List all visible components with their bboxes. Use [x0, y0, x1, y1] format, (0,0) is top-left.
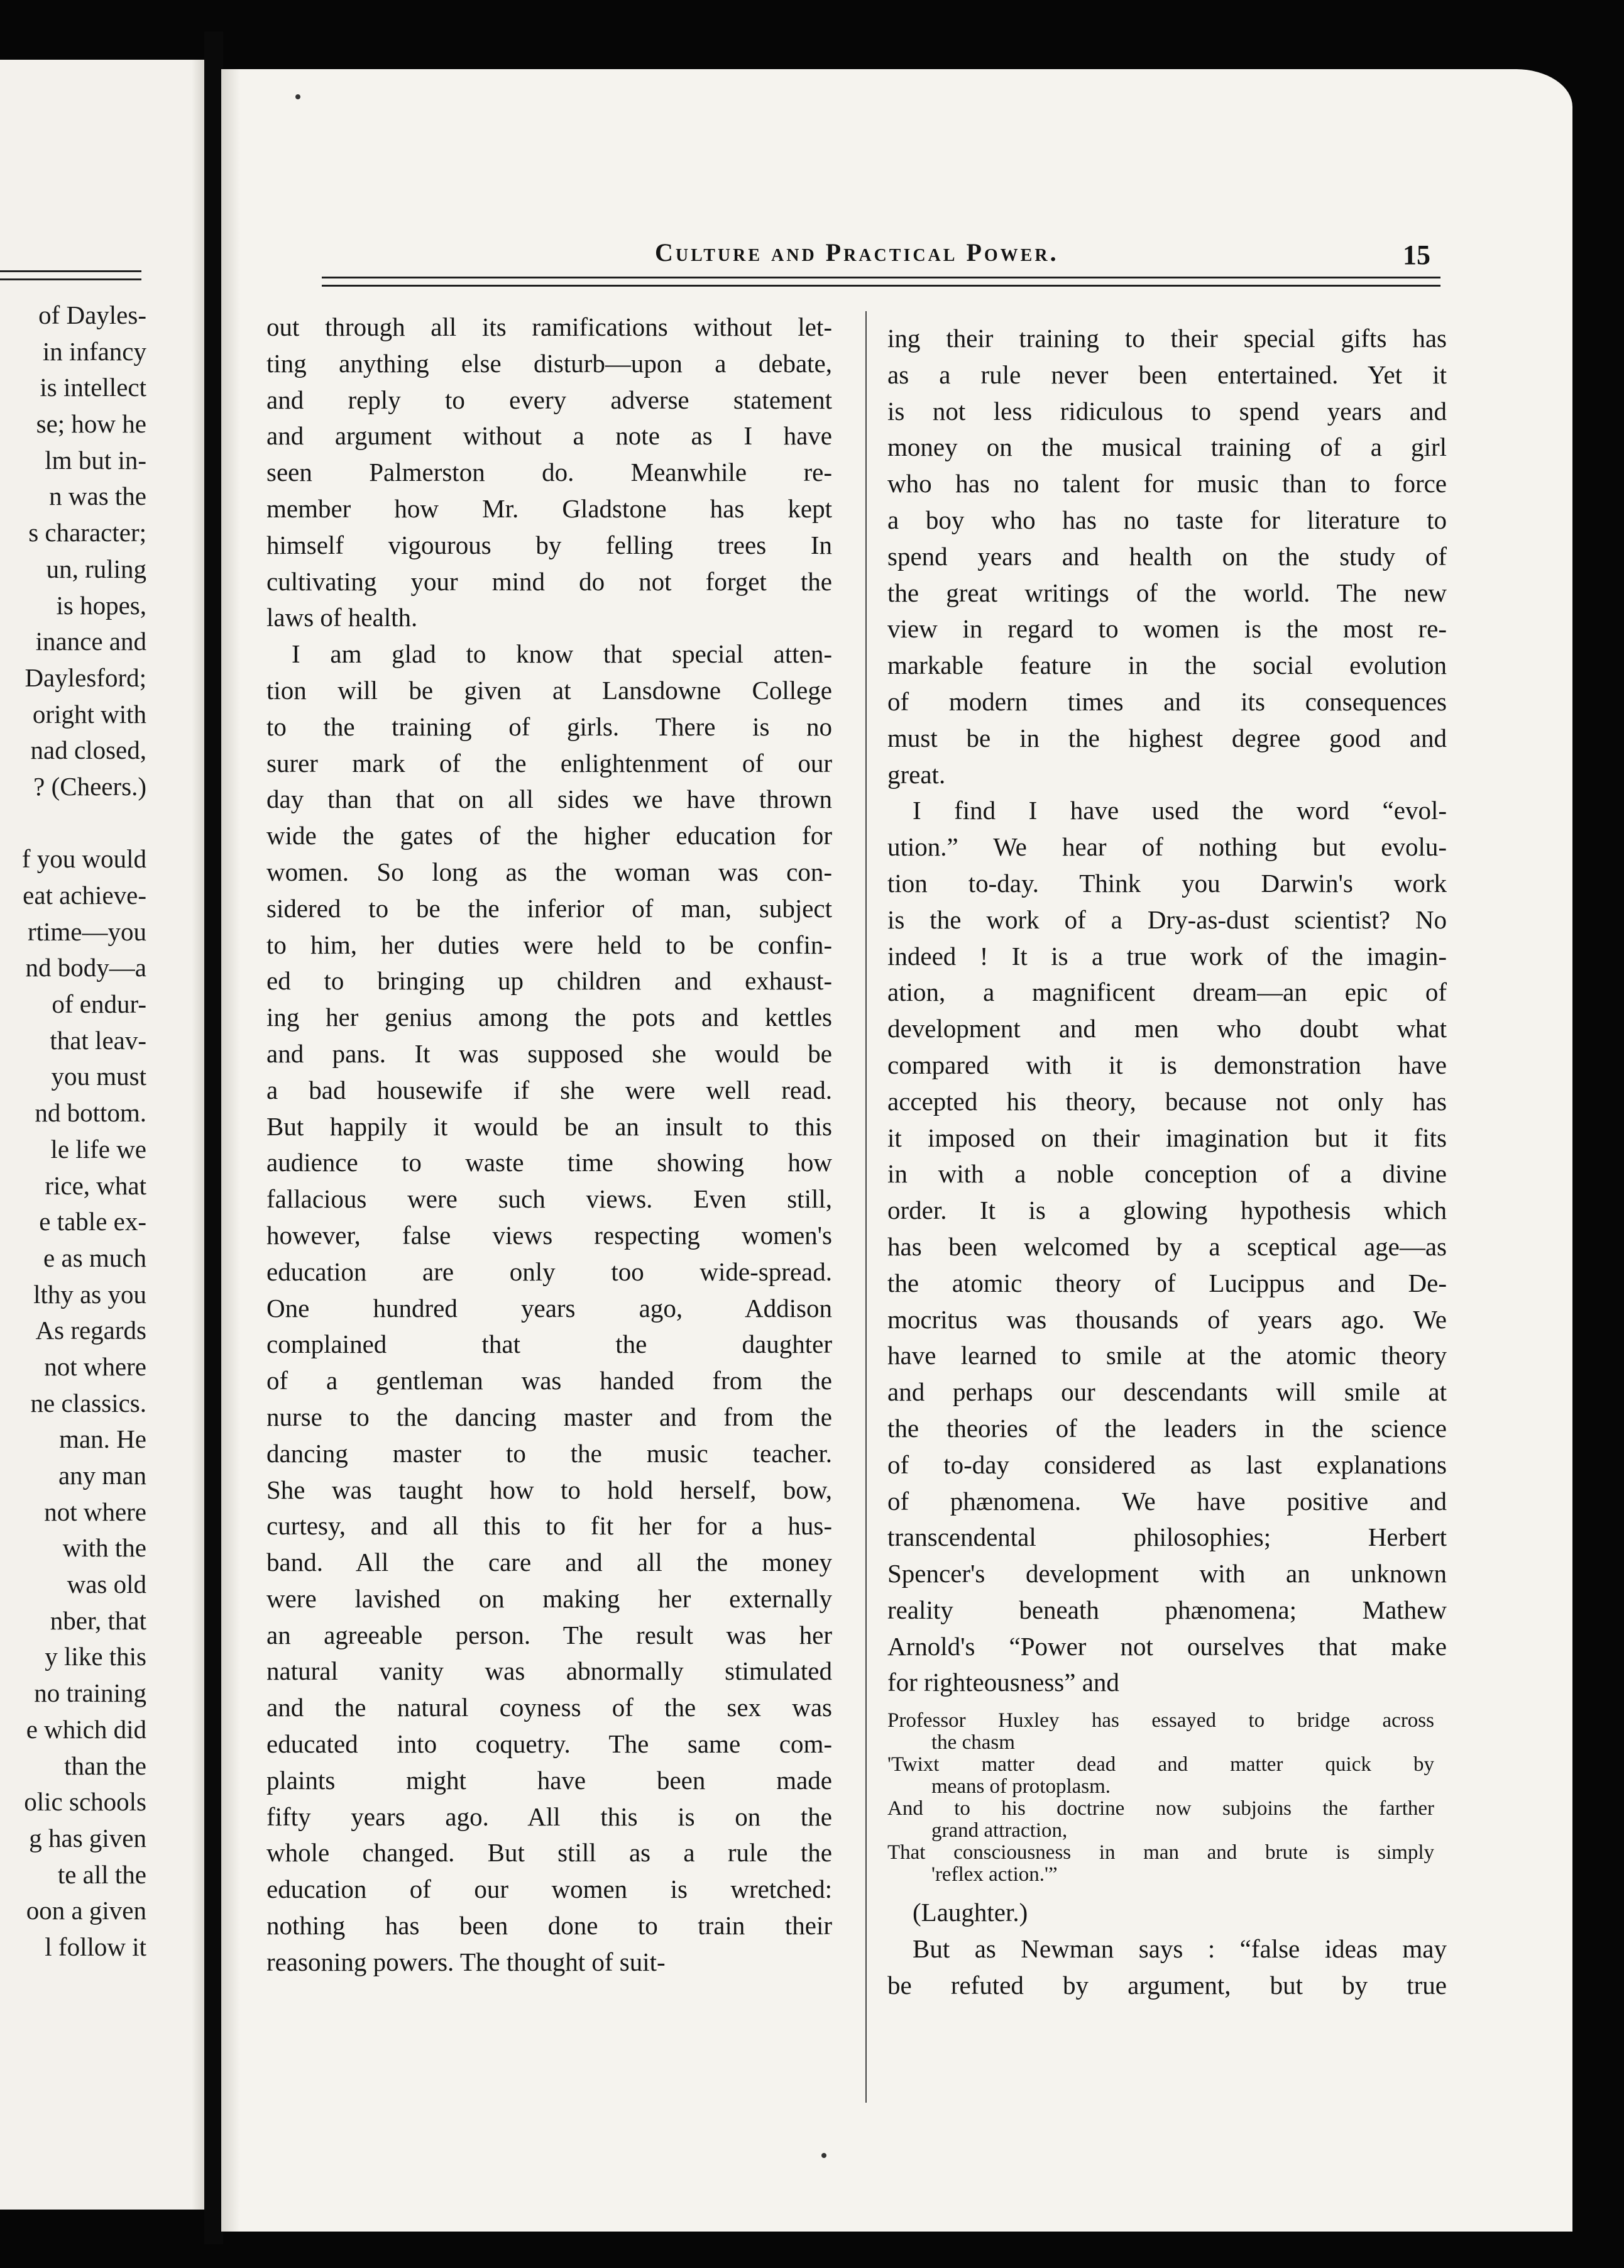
text-line: ne classics. [30, 1388, 146, 1418]
text-line: and argument without a note as I have [266, 421, 832, 451]
text-line: and perhaps our descendants will smile at [887, 1377, 1447, 1407]
text-line: and reply to every adverse statement [266, 385, 832, 414]
text-line: n was the [49, 482, 146, 511]
text-line: lthy as you [33, 1279, 146, 1309]
text-line: band. All the care and all the money [266, 1548, 832, 1577]
spacer [887, 1886, 1447, 1895]
text-line: of to-day considered as last explanations [887, 1450, 1447, 1479]
text-line: I am glad to know that special atten- [292, 639, 832, 669]
text-line: markable feature in the social evolution [887, 651, 1447, 680]
text-line: of a gentleman was handed from the [266, 1366, 832, 1395]
text-line: y like this [45, 1642, 146, 1671]
text-line: inance and [35, 627, 146, 656]
text-line: of endur- [52, 989, 146, 1019]
text-column-left [266, 309, 832, 1981]
text-line: no training [34, 1678, 146, 1708]
text-line: Spencer's development with an unknown [887, 1559, 1447, 1588]
text-line: than the [64, 1751, 146, 1780]
text-line: reasoning powers. The thought of suit- [266, 1947, 666, 1976]
print-speck [821, 2153, 826, 2158]
text-line: day than that on all sides we have thrown [266, 784, 832, 814]
text-column-right [887, 321, 1447, 2004]
text-line: the theories of the leaders in the science [887, 1413, 1447, 1443]
text-line: whole changed. But still as a rule the [266, 1838, 832, 1868]
text-line: tion to-day. Think you Darwin's work [887, 868, 1447, 898]
text-line: spend years and health on the study of [887, 541, 1447, 571]
text-line: educated into coquetry. The same com- [266, 1729, 832, 1759]
text-line: natural vanity was abnormally stimulated [266, 1656, 832, 1686]
text-line: member how Mr. Gladstone has kept [266, 493, 832, 523]
text-line: nothing has been done to train their [266, 1911, 832, 1940]
text-line: transcendental philosophies; Herbert [887, 1522, 1447, 1552]
text-line: with the [62, 1533, 146, 1563]
verse-line: the chasm [931, 1731, 1015, 1754]
text-line: is the work of a Dry-as-dust scientist? No [887, 905, 1447, 934]
page-gap [204, 31, 223, 2244]
text-line: fallacious were such views. Even still, [266, 1184, 832, 1214]
page-number: 15 [1403, 239, 1430, 270]
text-line: e as much [43, 1243, 146, 1272]
header-rule [322, 277, 1440, 278]
text-line: accepted his theory, because not only has [887, 1086, 1447, 1116]
text-line: complained that the daughter [266, 1329, 832, 1359]
text-line: women. So long as the woman was con- [266, 857, 832, 886]
text-line: indeed ! It is a true work of the imagin- [887, 941, 1447, 971]
text-line: in infancy [42, 336, 146, 366]
text-line: But as Newman says : “false ideas may [913, 1934, 1447, 1964]
text-line: the atomic theory of Lucippus and De- [887, 1268, 1447, 1297]
text-line: olic schools [24, 1787, 146, 1817]
text-line: a boy who has no taste for literature to [887, 505, 1447, 534]
text-line: education of our women is wretched: [266, 1874, 832, 1904]
text-line: oon a given [26, 1896, 146, 1925]
text-line: f you would [21, 844, 146, 874]
text-line: the great writings of the world. The new [887, 578, 1447, 607]
text-line: lm but in- [45, 445, 146, 475]
text-line: nber, that [50, 1605, 146, 1635]
text-line: One hundred years ago, Addison [266, 1293, 832, 1323]
text-line: I find I have used the word “evol- [913, 796, 1447, 825]
text-line: order. It is a glowing hypothesis which [887, 1196, 1447, 1225]
text-line: a bad housewife if she were well read. [266, 1075, 832, 1104]
text-line: reality beneath phænomena; Mathew [887, 1595, 1447, 1624]
text-line: curtesy, and all this to fit her for a hus- [266, 1511, 832, 1541]
text-line: great. [887, 759, 946, 789]
verse-line: grand attraction, [931, 1819, 1068, 1842]
text-line: She was taught how to hold herself, bow, [266, 1475, 832, 1504]
text-line: of Dayles- [38, 300, 146, 329]
text-line: g has given [29, 1823, 146, 1852]
text-line: ? (Cheers.) [33, 771, 146, 801]
text-line: an agreeable person. The result was her [266, 1620, 832, 1649]
text-line: was old [67, 1570, 146, 1599]
text-line: ed to bringing up children and exhaust- [266, 966, 832, 996]
verse-line: That consciousness in man and brute is simply [887, 1841, 1434, 1864]
page-gutter-shadow [221, 69, 240, 2232]
text-line: s character; [28, 518, 146, 548]
text-line: laws of health. [266, 603, 418, 632]
text-line: of phænomena. We have positive and [887, 1486, 1447, 1516]
verse-line: Professor Huxley has essayed to bridge across [887, 1709, 1434, 1732]
text-line: any man [58, 1461, 146, 1490]
text-line: have learned to smile at the atomic theory [887, 1341, 1447, 1370]
text-line: not where [44, 1351, 146, 1381]
text-line: nad closed, [30, 735, 146, 765]
text-line: is intellect [40, 373, 146, 402]
text-line: e table ex- [39, 1207, 146, 1236]
text-line: to the training of girls. There is no [266, 712, 832, 741]
text-line: must be in the highest degree good and [887, 723, 1447, 752]
text-line: sidered to be the inferior of man, subject [266, 893, 832, 923]
text-line: fifty years ago. All this is on the [266, 1802, 832, 1831]
text-line: in with a noble conception of a divine [887, 1159, 1447, 1189]
current-page [221, 69, 1572, 2232]
text-line: rice, what [45, 1170, 146, 1200]
text-line: it imposed on their imagination but it fits [887, 1123, 1447, 1152]
text-line: out through all its ramifications without let- [266, 312, 832, 341]
text-line: tion will be given at Lansdowne College [266, 675, 832, 705]
text-line: mocritus was thousands of years ago. We [887, 1304, 1447, 1334]
text-line: nurse to the dancing master and from the [266, 1402, 832, 1431]
text-line: to him, her duties were held to be confin- [266, 930, 832, 959]
text-line: has been welcomed by a sceptical age—as [887, 1231, 1447, 1261]
text-line: oright with [32, 699, 146, 729]
text-line: le life we [50, 1134, 146, 1164]
print-speck [295, 94, 300, 99]
text-line: seen Palmerston do. Meanwhile re- [266, 458, 832, 487]
text-line: and the natural coyness of the sex was [266, 1693, 832, 1722]
text-line: rtime—you [27, 917, 146, 946]
verse-line: means of protoplasm. [931, 1775, 1111, 1798]
text-line: un, ruling [46, 554, 146, 583]
text-line: audience to waste time showing how [266, 1148, 832, 1177]
text-line: money on the musical training of a girl [887, 432, 1447, 462]
text-line: as a rule never been entertained. Yet it [887, 360, 1447, 389]
text-line: himself vigourous by felling trees In [266, 530, 832, 559]
text-line: nd body—a [25, 953, 146, 983]
text-line: eat achieve- [23, 881, 146, 910]
text-line: cultivating your mind do not forget the [266, 566, 832, 596]
text-line: be refuted by argument, but by true [887, 1970, 1447, 2000]
header-rule [0, 270, 141, 272]
text-line: plaints might have been made [266, 1765, 832, 1795]
text-line: man. He [59, 1424, 146, 1454]
header-rule [0, 278, 141, 280]
text-line: As regards [35, 1316, 146, 1345]
text-line: for righteousness” and [887, 1668, 1119, 1697]
previous-page [0, 60, 204, 2210]
verse-line: And to his doctrine now subjoins the farther [887, 1797, 1434, 1820]
running-head: Culture and Practical Power. [655, 238, 1059, 267]
text-line: ing her genius among the pots and kettles [266, 1003, 832, 1032]
text-line: e which did [26, 1714, 146, 1744]
text-line: Arnold's “Power not ourselves that make [887, 1631, 1447, 1661]
text-line: dancing master to the music teacher. [266, 1438, 832, 1468]
text-line: surer mark of the enlightenment of our [266, 748, 832, 778]
text-line: te all the [57, 1859, 146, 1889]
text-line [22, 805, 146, 842]
text-line: of modern times and its consequences [887, 686, 1447, 716]
text-line: who has no talent for music than to force [887, 469, 1447, 498]
text-line: nd bottom. [35, 1098, 146, 1128]
text-line: Daylesford; [25, 663, 146, 692]
text-line: ution.” We hear of nothing but evolu- [887, 832, 1447, 862]
text-line: se; how he [36, 409, 146, 439]
text-line: l follow it [45, 1932, 146, 1961]
verse-line: 'reflex action.'” [931, 1863, 1058, 1886]
text-line: is hopes, [56, 590, 146, 620]
laughter-line: (Laughter.) [913, 1898, 1028, 1927]
header-rule [322, 285, 1440, 287]
text-line: you must [51, 1062, 146, 1091]
spacer [887, 1701, 1447, 1710]
verse-line: 'Twixt matter dead and matter quick by [887, 1753, 1434, 1776]
text-line: ation, a magnificent dream—an epic of [887, 977, 1447, 1007]
text-line: and pans. It was supposed she would be [266, 1038, 832, 1068]
text-line: not where [44, 1497, 146, 1526]
text-line: education are only too wide-spread. [266, 1257, 832, 1286]
text-line: were lavished on making her externally [266, 1583, 832, 1613]
text-line: view in regard to women is the most re- [887, 614, 1447, 644]
page-gutter [192, 60, 204, 2210]
text-line: ing their training to their special gifts has [887, 324, 1447, 353]
text-line: however, false views respecting women's [266, 1220, 832, 1250]
text-line: is not less ridiculous to spend years and [887, 396, 1447, 426]
column-divider [865, 311, 867, 2103]
text-line: that leav- [50, 1025, 146, 1055]
text-line: development and men who doubt what [887, 1014, 1447, 1043]
text-line: But happily it would be an insult to this [266, 1111, 832, 1141]
text-line: wide the gates of the higher education for [266, 821, 832, 851]
previous-page-text [22, 297, 146, 1966]
text-line: compared with it is demonstration have [887, 1050, 1447, 1079]
text-line: ting anything else disturb—upon a debate, [266, 348, 832, 378]
